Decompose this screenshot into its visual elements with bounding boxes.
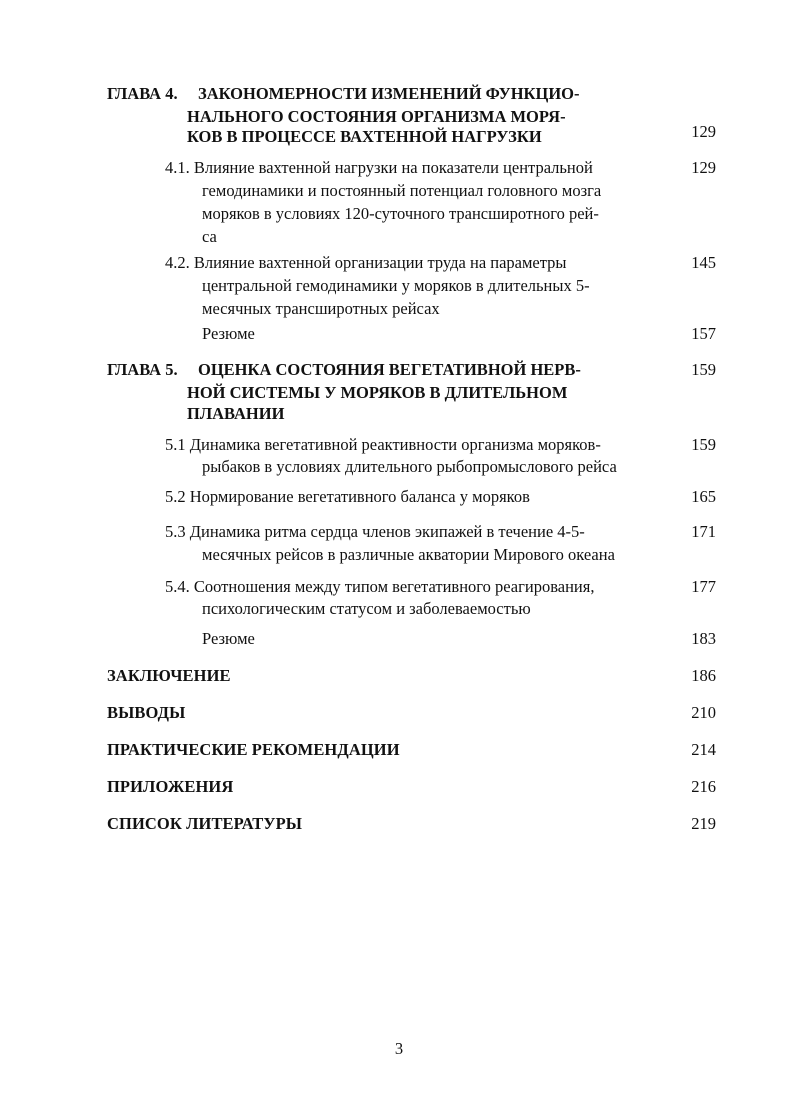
section-line: моряков в условиях 120-суточного трансширотного рей- (202, 204, 599, 223)
page-number: 129 (691, 158, 716, 177)
appendices-label: ПРИЛОЖЕНИЯ (107, 777, 234, 796)
summary-label: Резюме (202, 629, 255, 648)
section-line: месячных рейсов в различные акватории Мирового океана (202, 545, 615, 564)
page-number: 214 (691, 740, 716, 759)
chapter-title-line: ОЦЕНКА СОСТОЯНИЯ ВЕГЕТАТИВНОЙ НЕРВ- (198, 360, 581, 379)
chapter-title-line: ПЛАВАНИИ (187, 404, 285, 423)
section-line: 5.3 Динамика ритма сердца членов экипажей в течение 4-5- (165, 522, 585, 541)
page-number: 159 (691, 435, 716, 454)
conclusion-label: ЗАКЛЮЧЕНИЕ (107, 666, 231, 685)
chapter-title-line: НАЛЬНОГО СОСТОЯНИЯ ОРГАНИЗМА МОРЯ- (187, 107, 566, 126)
section-line: психологическим статусом и заболеваемостью (202, 599, 531, 618)
section-line: гемодинамики и постоянный потенциал головного мозга (202, 181, 602, 200)
section-line: 4.1. Влияние вахтенной нагрузки на показатели центральной (165, 158, 593, 177)
section-line: 5.2 Нормирование вегетативного баланса у моряков (165, 487, 530, 506)
recommendations-label: ПРАКТИЧЕСКИЕ РЕКОМЕНДАЦИИ (107, 740, 400, 759)
page-number: 145 (691, 253, 716, 272)
chapter-title-line: ЗАКОНОМЕРНОСТИ ИЗМЕНЕНИЙ ФУНКЦИО- (198, 84, 580, 103)
page-number: 183 (691, 629, 716, 648)
summary-label: Резюме (202, 324, 255, 343)
page-number: 129 (691, 122, 716, 141)
section-line: рыбаков в условиях длительного рыбопромыслового рейса (202, 457, 617, 476)
findings-label: ВЫВОДЫ (107, 703, 186, 722)
page-number: 219 (691, 814, 716, 833)
page-number: 165 (691, 487, 716, 506)
page-number: 186 (691, 666, 716, 685)
references-label: СПИСОК ЛИТЕРАТУРЫ (107, 814, 303, 833)
page-number: 171 (691, 522, 716, 541)
page-number: 210 (691, 703, 716, 722)
page-number: 159 (691, 360, 716, 379)
page-number: 177 (691, 577, 716, 596)
chapter-title-line: НОЙ СИСТЕМЫ У МОРЯКОВ В ДЛИТЕЛЬНОМ (187, 383, 568, 402)
section-line: са (202, 227, 217, 246)
section-line: 5.4. Соотношения между типом вегетативного реагирования, (165, 577, 595, 596)
chapter-title-line: КОВ В ПРОЦЕССЕ ВАХТЕННОЙ НАГРУЗКИ (187, 127, 542, 146)
chapter-label: ГЛАВА 4. (107, 84, 178, 103)
page-number: 216 (691, 777, 716, 796)
section-line: центральной гемодинамики у моряков в длительных 5- (202, 276, 590, 295)
section-line: месячных трансширотных рейсах (202, 299, 440, 318)
page-folio: 3 (394, 1039, 404, 1058)
page-number: 157 (691, 324, 716, 343)
section-line: 5.1 Динамика вегетативной реактивности организма моряков- (165, 435, 601, 454)
section-line: 4.2. Влияние вахтенной организации труда на параметры (165, 253, 567, 272)
chapter-label: ГЛАВА 5. (107, 360, 178, 379)
